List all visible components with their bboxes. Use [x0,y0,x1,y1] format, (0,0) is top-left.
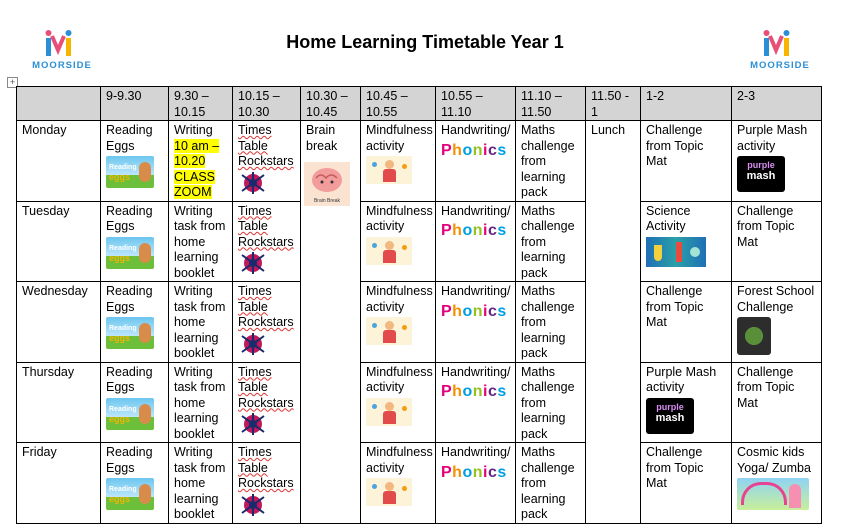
reading-cell [101,443,169,524]
table-row-friday [17,443,822,524]
cosmic-kids-image [737,478,809,510]
page-title: Home Learning Timetable Year 1 [286,32,564,52]
afternoon1-label: Science Activity [646,203,691,233]
maths-cell: Maths challenge from learning pack [516,201,586,282]
afternoon2-cell [732,443,822,524]
afternoon2-label: Forest School Challenge [737,284,815,314]
mindfulness-label: Mindfulness activity [366,203,433,233]
header-row [17,87,822,121]
day-cell: Thursday [17,362,101,443]
writing-label: Writing [174,123,213,137]
mindfulness-cell [361,362,436,443]
rockstars-icon [238,493,268,517]
column-header: 10.45 – 10.55 [361,87,436,121]
times-tables-label: Times Table Rockstars [238,284,294,329]
afternoon2-cell: Challenge from Topic Mat [732,362,822,443]
rockstars-icon [238,171,268,195]
handwriting-cell [436,201,516,282]
svg-text:Brain Break: Brain Break [313,198,341,204]
maths-cell: Maths challenge from learning pack [516,282,586,363]
phonics-logo: Phonics [441,383,507,400]
reading-label: Reading Eggs [106,445,153,475]
afternoon1-label: Purple Mash activity [646,364,717,394]
writing-cell: Writing task from home learning booklet [169,201,233,282]
column-header: 11.50 - 1 [586,87,641,121]
day-cell: Wednesday [17,282,101,363]
purple-mash-logo: purple mash [737,156,785,192]
moorside-logo-icon [762,28,798,58]
mindfulness-image [366,317,412,345]
times-tables-label: Times Table Rockstars [238,445,294,490]
brain-icon [304,162,350,206]
reading-eggs-image: Reading eggs [106,317,154,349]
reading-cell [101,282,169,363]
mindfulness-cell [361,121,436,202]
times-tables-cell [233,443,301,524]
writing-cell: Writing task from home learning booklet [169,282,233,363]
reading-label: Reading Eggs [106,284,153,314]
afternoon2-cell [732,282,822,363]
column-header: 2-3 [732,87,822,121]
afternoon1-cell: Challenge from Topic Mat [641,121,732,202]
handwriting-label: Handwriting/ [441,123,511,137]
times-tables-label: Times Table Rockstars [238,203,294,249]
mindfulness-label: Mindfulness activity [366,364,433,394]
column-header: 10.55 – 11.10 [436,87,516,121]
mindfulness-image [366,237,412,265]
reading-cell [101,121,169,202]
maths-cell: Maths challenge from learning pack [516,362,586,443]
handwriting-cell [436,362,516,443]
afternoon2-cell [732,121,822,202]
afternoon2-label: Cosmic kids Yoga/ Zumba [737,445,811,475]
mindfulness-cell [361,443,436,524]
column-header: 9.30 – 10.15 [169,87,233,121]
logo-text: MOORSIDE [32,60,92,71]
maths-cell: Maths challenge from learning pack [516,121,586,202]
brain-break-label: Brain break [306,123,338,153]
phonics-logo: Phonics [441,463,507,481]
afternoon2-label: Purple Mash activity [737,123,808,153]
reading-eggs-image: Reading eggs [106,398,154,430]
lunch-cell: Lunch [586,121,641,524]
column-header: 1-2 [641,87,732,121]
column-header: 9-9.30 [101,87,169,121]
logo-text: MOORSIDE [750,60,810,71]
column-header: 10.15 – 10.30 [233,87,301,121]
times-tables-cell [233,121,301,202]
writing-cell: Writing task from home learning booklet [169,362,233,443]
afternoon2-cell: Challenge from Topic Mat [732,201,822,282]
purple-mash-logo: purple mash [646,398,694,434]
times-tables-label: Times Table Rockstars [238,364,294,410]
times-tables-cell [233,362,301,443]
reading-eggs-image: Reading eggs [106,237,154,269]
reading-label: Reading Eggs [106,123,153,153]
times-tables-cell [233,201,301,282]
reading-eggs-image: Reading eggs [106,478,154,510]
rockstars-icon [238,251,268,275]
school-logo-right [740,28,820,80]
afternoon1-cell [641,201,732,282]
table-row-thursday [17,362,822,443]
brain-break-cell [301,121,361,524]
reading-cell [101,362,169,443]
handwriting-label: Handwriting/ [441,364,511,379]
phonics-logo: Phonics [441,141,507,159]
afternoon1-cell: Challenge from Topic Mat [641,282,732,363]
reading-cell [101,201,169,282]
day-cell: Friday [17,443,101,524]
writing-cell: Writing task from home learning booklet [169,443,233,524]
class-zoom-highlight: 10 am – 10.20 CLASS ZOOM [174,138,220,199]
mindfulness-label: Mindfulness activity [366,284,433,314]
reading-label: Reading Eggs [106,364,153,394]
times-tables-label: Times Table Rockstars [238,123,294,168]
phonics-logo: Phonics [441,222,507,239]
mindfulness-image [366,156,412,184]
mindfulness-image [366,478,412,506]
science-image [646,237,706,267]
table-move-handle-icon[interactable]: + [7,77,18,88]
reading-eggs-image: Reading eggs [106,156,154,188]
handwriting-label: Handwriting/ [441,203,511,218]
column-header [17,87,101,121]
writing-cell [169,121,233,202]
afternoon1-cell: Challenge from Topic Mat [641,443,732,524]
handwriting-cell [436,121,516,202]
column-header: 11.10 – 11.50 [516,87,586,121]
maths-cell: Maths challenge from learning pack [516,443,586,524]
column-header: 10.30 – 10.45 [301,87,361,121]
afternoon1-cell [641,362,732,443]
times-tables-cell [233,282,301,363]
table-row-tuesday [17,201,822,282]
table-row-monday [17,121,822,202]
mindfulness-image [366,398,412,426]
timetable [16,86,822,524]
handwriting-cell [436,443,516,524]
mindfulness-cell [361,282,436,363]
day-cell: Tuesday [17,201,101,282]
handwriting-cell [436,282,516,363]
table-row-wednesday [17,282,822,363]
phonics-logo: Phonics [441,302,507,320]
handwriting-label: Handwriting/ [441,445,511,459]
day-cell: Monday [17,121,101,202]
mindfulness-label: Mindfulness activity [366,445,433,475]
rockstars-icon [238,412,268,436]
reading-label: Reading Eggs [106,203,153,233]
forest-school-image [737,317,771,355]
mindfulness-cell [361,201,436,282]
rockstars-icon [238,332,268,356]
handwriting-label: Handwriting/ [441,284,511,298]
mindfulness-label: Mindfulness activity [366,123,433,153]
